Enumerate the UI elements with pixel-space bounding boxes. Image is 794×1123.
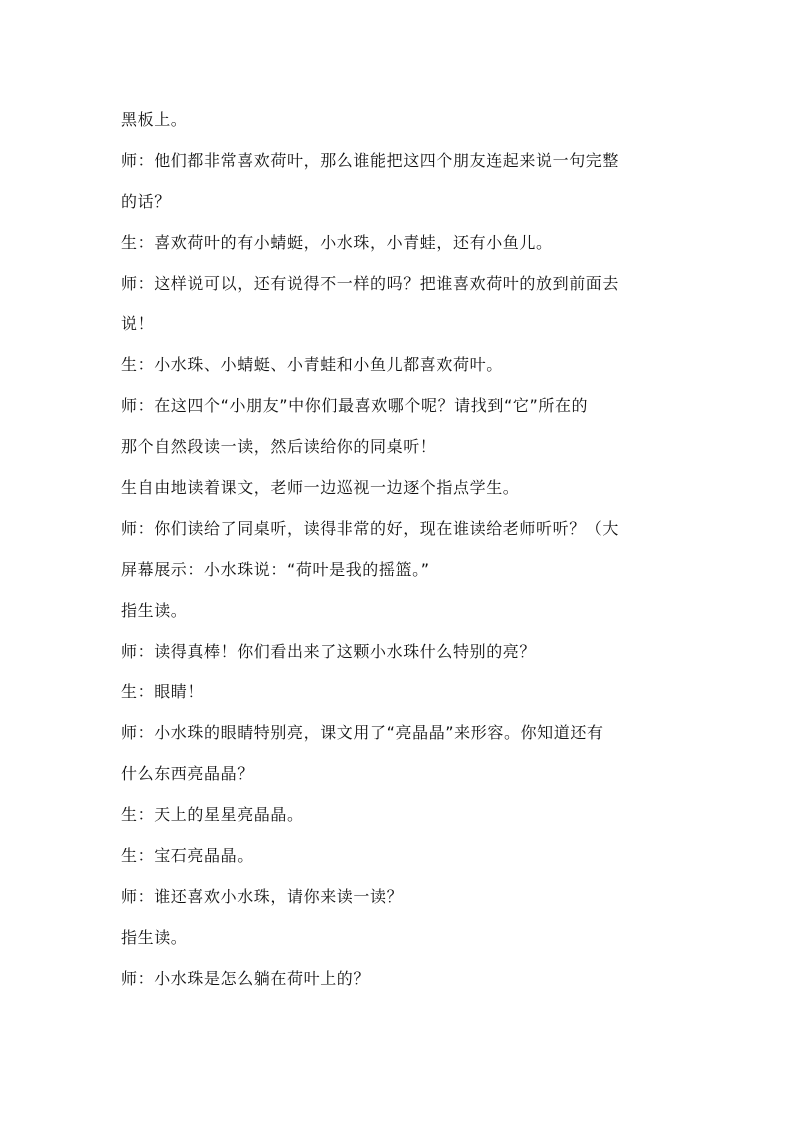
text-line: 指生读。 [121,927,188,947]
text-line: 生：眼睛！ [121,682,205,702]
text-line: 师：谁还喜欢小水珠，请你来读一读？ [121,886,404,906]
text-line: 师：你们读给了同桌听，读得非常的好，现在谁读给老师听听？（大 [121,518,620,538]
text-line: 什么东西亮晶晶？ [121,764,254,784]
text-line: 黑板上。 [121,110,188,129]
document-body [121,100,681,1000]
text-line: 屏幕展示：小水珠说：“荷叶是我的摇篮。” [121,559,430,579]
text-line: 师：小水珠的眼睛特别亮，课文用了“亮晶晶”来形容。你知道还有 [121,723,604,743]
text-line: 师：小水珠是怎么躺在荷叶上的？ [121,968,371,988]
text-line: 生自由地读着课文，老师一边巡视一边逐个指点学生。 [121,478,520,498]
text-line: 师：这样说可以，还有说得不一样的吗？把谁喜欢荷叶的放到前面去 [121,273,620,293]
text-line: 指生读。 [121,600,188,620]
text-line: 师：读得真棒！你们看出来了这颗小水珠什么特别的亮？ [121,641,537,661]
text-line: 生：天上的星星亮晶晶。 [121,805,304,825]
text-line: 师：他们都非常喜欢荷叶，那么谁能把这四个朋友连起来说一句完整 [121,150,620,170]
text-line: 说！ [121,314,155,334]
text-line: 的话？ [121,191,171,211]
text-line: 生：喜欢荷叶的有小蜻蜓，小水珠，小青蛙，还有小鱼儿。 [121,232,553,252]
text-line: 生：宝石亮晶晶。 [121,846,254,866]
text-line: 师：在这四个“小朋友”中你们最喜欢哪个呢？请找到“它”所在的 [121,396,589,416]
text-line: 生：小水珠、小蜻蜓、小青蛙和小鱼儿都喜欢荷叶。 [121,355,503,375]
text-line: 那个自然段读一读，然后读给你的同桌听！ [121,437,437,457]
